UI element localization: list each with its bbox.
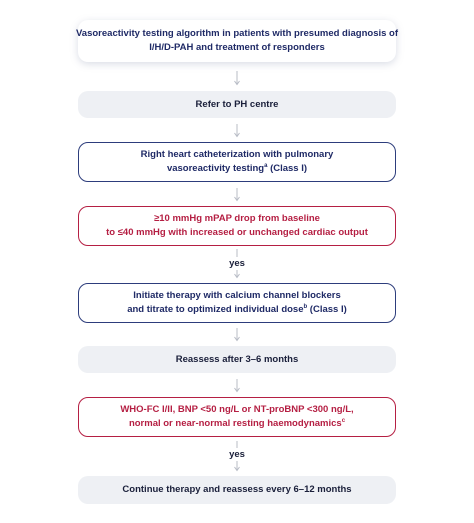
arrow-rhc-to-mpap (235, 188, 240, 201)
yes-label-1: yes (229, 258, 245, 269)
ccb-line-2: and titrate to optimized individual dose$^b$ (Class I) (127, 303, 347, 315)
yes-label-2: yes (229, 449, 245, 460)
arrow-ccb-to-reassess (235, 328, 240, 341)
arrow-yes-to-continue (235, 461, 240, 471)
rhc-footnote-a: a (264, 162, 268, 169)
ccb-line-1: Initiate therapy with calcium channel blockers (133, 290, 341, 302)
who-line-1: WHO-FC I/II, BNP <50 ng/L or NT-proBNP <300 ng/L, (120, 404, 354, 416)
rhc-line-2: vasoreactivity testing$^a$ (Class I) (166, 162, 308, 174)
mpap-line-2: to ≤40 mmHg with increased or unchanged cardiac output (106, 227, 368, 238)
arrow-refer-to-rhc (235, 124, 240, 137)
arrow-reassess-to-who (235, 379, 240, 392)
refer-text: Refer to PH centre (195, 98, 279, 110)
ccb-footnote-b: b (303, 303, 308, 310)
arrow-title-to-refer (235, 71, 240, 85)
continue-text: Continue therapy and reassess every 6–12 months (122, 484, 352, 496)
title-line-1: Vasoreactivity testing algorithm in patients with presumed diagnosis of (76, 28, 399, 40)
who-footnote-c: c (341, 417, 346, 424)
rhc-line-1: Right heart catheterization with pulmonary (140, 149, 334, 161)
mpap-line-1: ≥10 mmHg mPAP drop from baseline (154, 213, 320, 225)
reassess-text: Reassess after 3–6 months (175, 353, 299, 365)
title-line-2: I/H/D-PAH and treatment of responders (149, 42, 325, 53)
arrow-yes-to-ccb (235, 270, 240, 278)
who-line-2: normal or near-normal resting haemodynamics$^c$ (128, 417, 346, 429)
